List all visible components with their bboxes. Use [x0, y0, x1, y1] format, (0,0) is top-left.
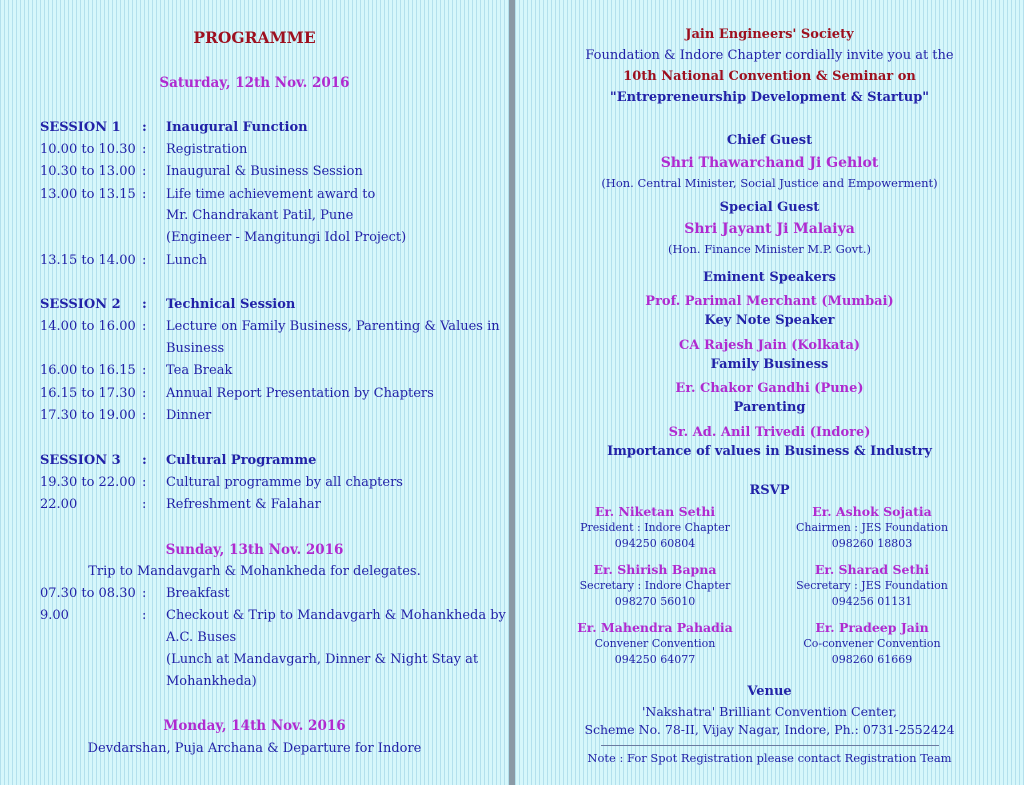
schedule-row: [0, 205, 509, 227]
schedule-row: [0, 405, 509, 427]
row-time: 19.30 to 22.00: [40, 475, 136, 490]
convention-theme: "Entrepreneurship Development & Startup": [609, 90, 930, 105]
row-desc: Annual Report Presentation by Chapters: [166, 386, 434, 401]
colon: :: [142, 363, 147, 378]
contact-name: Er. Niketan Sethi: [594, 504, 716, 519]
session3-title: Cultural Programme: [166, 453, 317, 468]
schedule-row: [0, 605, 509, 627]
programme-title: PROGRAMME: [193, 28, 316, 47]
session2-header: [0, 294, 509, 316]
colon: :: [142, 408, 147, 423]
schedule-row: [0, 139, 509, 161]
colon: :: [142, 120, 147, 135]
session2-title: Technical Session: [166, 297, 296, 312]
schedule-row: [0, 494, 509, 516]
session3-header: [0, 450, 509, 472]
speaker-topic: Key Note Speaker: [704, 313, 835, 328]
row-desc: Checkout & Trip to Mandavgarh & Mohankheda by: [166, 608, 506, 623]
contact-role: Co-convener Convention: [803, 637, 941, 650]
chief-guest-name: Shri Thawarchand Ji Gehlot: [660, 155, 879, 171]
rsvp-contact: [762, 561, 982, 610]
row-desc: Life time achievement award to: [166, 187, 376, 202]
row-desc: Cultural programme by all chapters: [166, 475, 403, 490]
session1-header: [0, 117, 509, 139]
invitation-panel: [515, 0, 1024, 785]
venue-line2: Scheme No. 78-II, Vijay Nagar, Indore, Ph.: 0731-2552424: [584, 722, 955, 737]
day2-heading: Sunday, 13th Nov. 2016: [165, 542, 344, 558]
colon: :: [142, 586, 147, 601]
row-time: 17.30 to 19.00: [40, 408, 136, 423]
rsvp-contact: [545, 619, 765, 668]
row-desc: A.C. Buses: [166, 630, 237, 645]
rsvp-contact: [762, 503, 982, 552]
contact-phone: 098260 61669: [831, 653, 913, 666]
day3-text: Devdarshan, Puja Archana & Departure for Indore: [87, 741, 422, 756]
special-guest-name: Shri Jayant Ji Malaiya: [684, 221, 855, 237]
row-desc: Inaugural & Business Session: [166, 164, 363, 179]
row-desc: Mr. Chandrakant Patil, Pune: [166, 208, 354, 223]
row-desc: Lunch: [166, 253, 208, 268]
colon: :: [142, 319, 147, 334]
row-desc: (Lunch at Mandavgarh, Dinner & Night Stay at: [166, 652, 479, 667]
schedule-row: [0, 360, 509, 382]
row-desc: Tea Break: [166, 363, 233, 378]
colon: :: [142, 187, 147, 202]
session2-label: SESSION 2: [40, 297, 121, 312]
speaker-name: Prof. Parimal Merchant (Mumbai): [645, 294, 894, 309]
rsvp-heading: RSVP: [749, 483, 790, 498]
row-time: 13.00 to 13.15: [40, 187, 136, 202]
schedule-row: [0, 250, 509, 272]
row-time: 13.15 to 14.00: [40, 253, 136, 268]
contact-role: Secretary : Indore Chapter: [579, 579, 731, 592]
row-time: 16.00 to 16.15: [40, 363, 136, 378]
chief-guest-role: (Hon. Central Minister, Social Justice and Empowerment): [601, 176, 938, 190]
day2-intro: Trip to Mandavgarh & Mohankheda for delegates.: [88, 564, 421, 579]
schedule-row: [0, 161, 509, 183]
day1-heading: Saturday, 12th Nov. 2016: [159, 75, 350, 91]
schedule-row: [0, 383, 509, 405]
row-time: 07.30 to 08.30: [40, 586, 136, 601]
rsvp-contact: [762, 619, 982, 668]
rsvp-contact: [545, 503, 765, 552]
contact-name: Er. Mahendra Pahadia: [577, 620, 733, 635]
schedule-row: [0, 671, 509, 693]
speaker-topic: Family Business: [710, 357, 829, 372]
colon: :: [142, 164, 147, 179]
row-time: 10.30 to 13.00: [40, 164, 136, 179]
colon: :: [142, 453, 147, 468]
colon: :: [142, 253, 147, 268]
convention-title: 10th National Convention & Seminar on: [623, 69, 916, 84]
contact-phone: 094250 64077: [614, 653, 696, 666]
society-name: Jain Engineers' Society: [685, 27, 854, 42]
schedule-row: [0, 627, 509, 649]
row-desc: Registration: [166, 142, 248, 157]
colon: :: [142, 142, 147, 157]
colon: :: [142, 386, 147, 401]
schedule-row: [0, 649, 509, 671]
schedule-row: [0, 583, 509, 605]
row-time: 22.00: [40, 497, 78, 512]
invite-line: Foundation & Indore Chapter cordially invite you at the: [585, 48, 954, 63]
session1-title: Inaugural Function: [166, 120, 308, 135]
contact-name: Er. Pradeep Jain: [815, 620, 929, 635]
row-time: 10.00 to 10.30: [40, 142, 136, 157]
speaker-name: Sr. Ad. Anil Trivedi (Indore): [668, 425, 871, 440]
row-desc: Business: [166, 341, 225, 356]
colon: :: [142, 497, 147, 512]
contact-name: Er. Shirish Bapna: [593, 562, 717, 577]
contact-role: Secretary : JES Foundation: [796, 579, 948, 592]
schedule-row: [0, 227, 509, 249]
colon: :: [142, 297, 147, 312]
programme-panel: [0, 0, 509, 785]
schedule-row: [0, 184, 509, 206]
venue-line1: 'Nakshatra' Brilliant Convention Center,: [641, 704, 898, 719]
contact-phone: 098270 56010: [614, 595, 696, 608]
contact-role: Chairmen : JES Foundation: [795, 521, 949, 534]
session3-label: SESSION 3: [40, 453, 121, 468]
special-guest-role: (Hon. Finance Minister M.P. Govt.): [668, 242, 871, 256]
row-time: 16.15 to 17.30: [40, 386, 136, 401]
row-time: 9.00: [40, 608, 69, 623]
contact-name: Er. Ashok Sojatia: [812, 504, 932, 519]
row-desc: Dinner: [166, 408, 212, 423]
contact-phone: 098260 18803: [831, 537, 913, 550]
speaker-name: Er. Chakor Gandhi (Pune): [675, 381, 864, 396]
speaker-topic: Importance of values in Business & Industry: [607, 444, 932, 459]
speakers-heading: Eminent Speakers: [703, 270, 836, 285]
contact-phone: 094256 01131: [831, 595, 913, 608]
colon: :: [142, 475, 147, 490]
contact-phone: 094250 60804: [614, 537, 696, 550]
colon: :: [142, 608, 147, 623]
row-desc: (Engineer - Mangitungi Idol Project): [166, 230, 407, 245]
day3-heading: Monday, 14th Nov. 2016: [163, 718, 346, 734]
row-desc: Mohankheda): [166, 674, 257, 689]
schedule-row: [0, 472, 509, 494]
contact-name: Er. Sharad Sethi: [814, 562, 930, 577]
contact-role: Convener Convention: [594, 637, 716, 650]
row-desc: Refreshment & Falahar: [166, 497, 321, 512]
divider: [601, 745, 939, 746]
special-guest-heading: Special Guest: [719, 200, 820, 215]
speaker-name: CA Rajesh Jain (Kolkata): [678, 338, 861, 353]
row-time: 14.00 to 16.00: [40, 319, 136, 334]
schedule-row: [0, 338, 509, 360]
row-desc: Lecture on Family Business, Parenting & Values in: [166, 319, 500, 334]
registration-note: Note : For Spot Registration please contact Registration Team: [587, 751, 952, 765]
venue-heading: Venue: [747, 684, 792, 699]
row-desc: Breakfast: [166, 586, 230, 601]
contact-role: President : Indore Chapter: [580, 521, 730, 534]
session1-label: SESSION 1: [40, 120, 121, 135]
speaker-topic: Parenting: [733, 400, 806, 415]
chief-guest-heading: Chief Guest: [726, 133, 813, 148]
schedule-row: [0, 316, 509, 338]
rsvp-contact: [545, 561, 765, 610]
